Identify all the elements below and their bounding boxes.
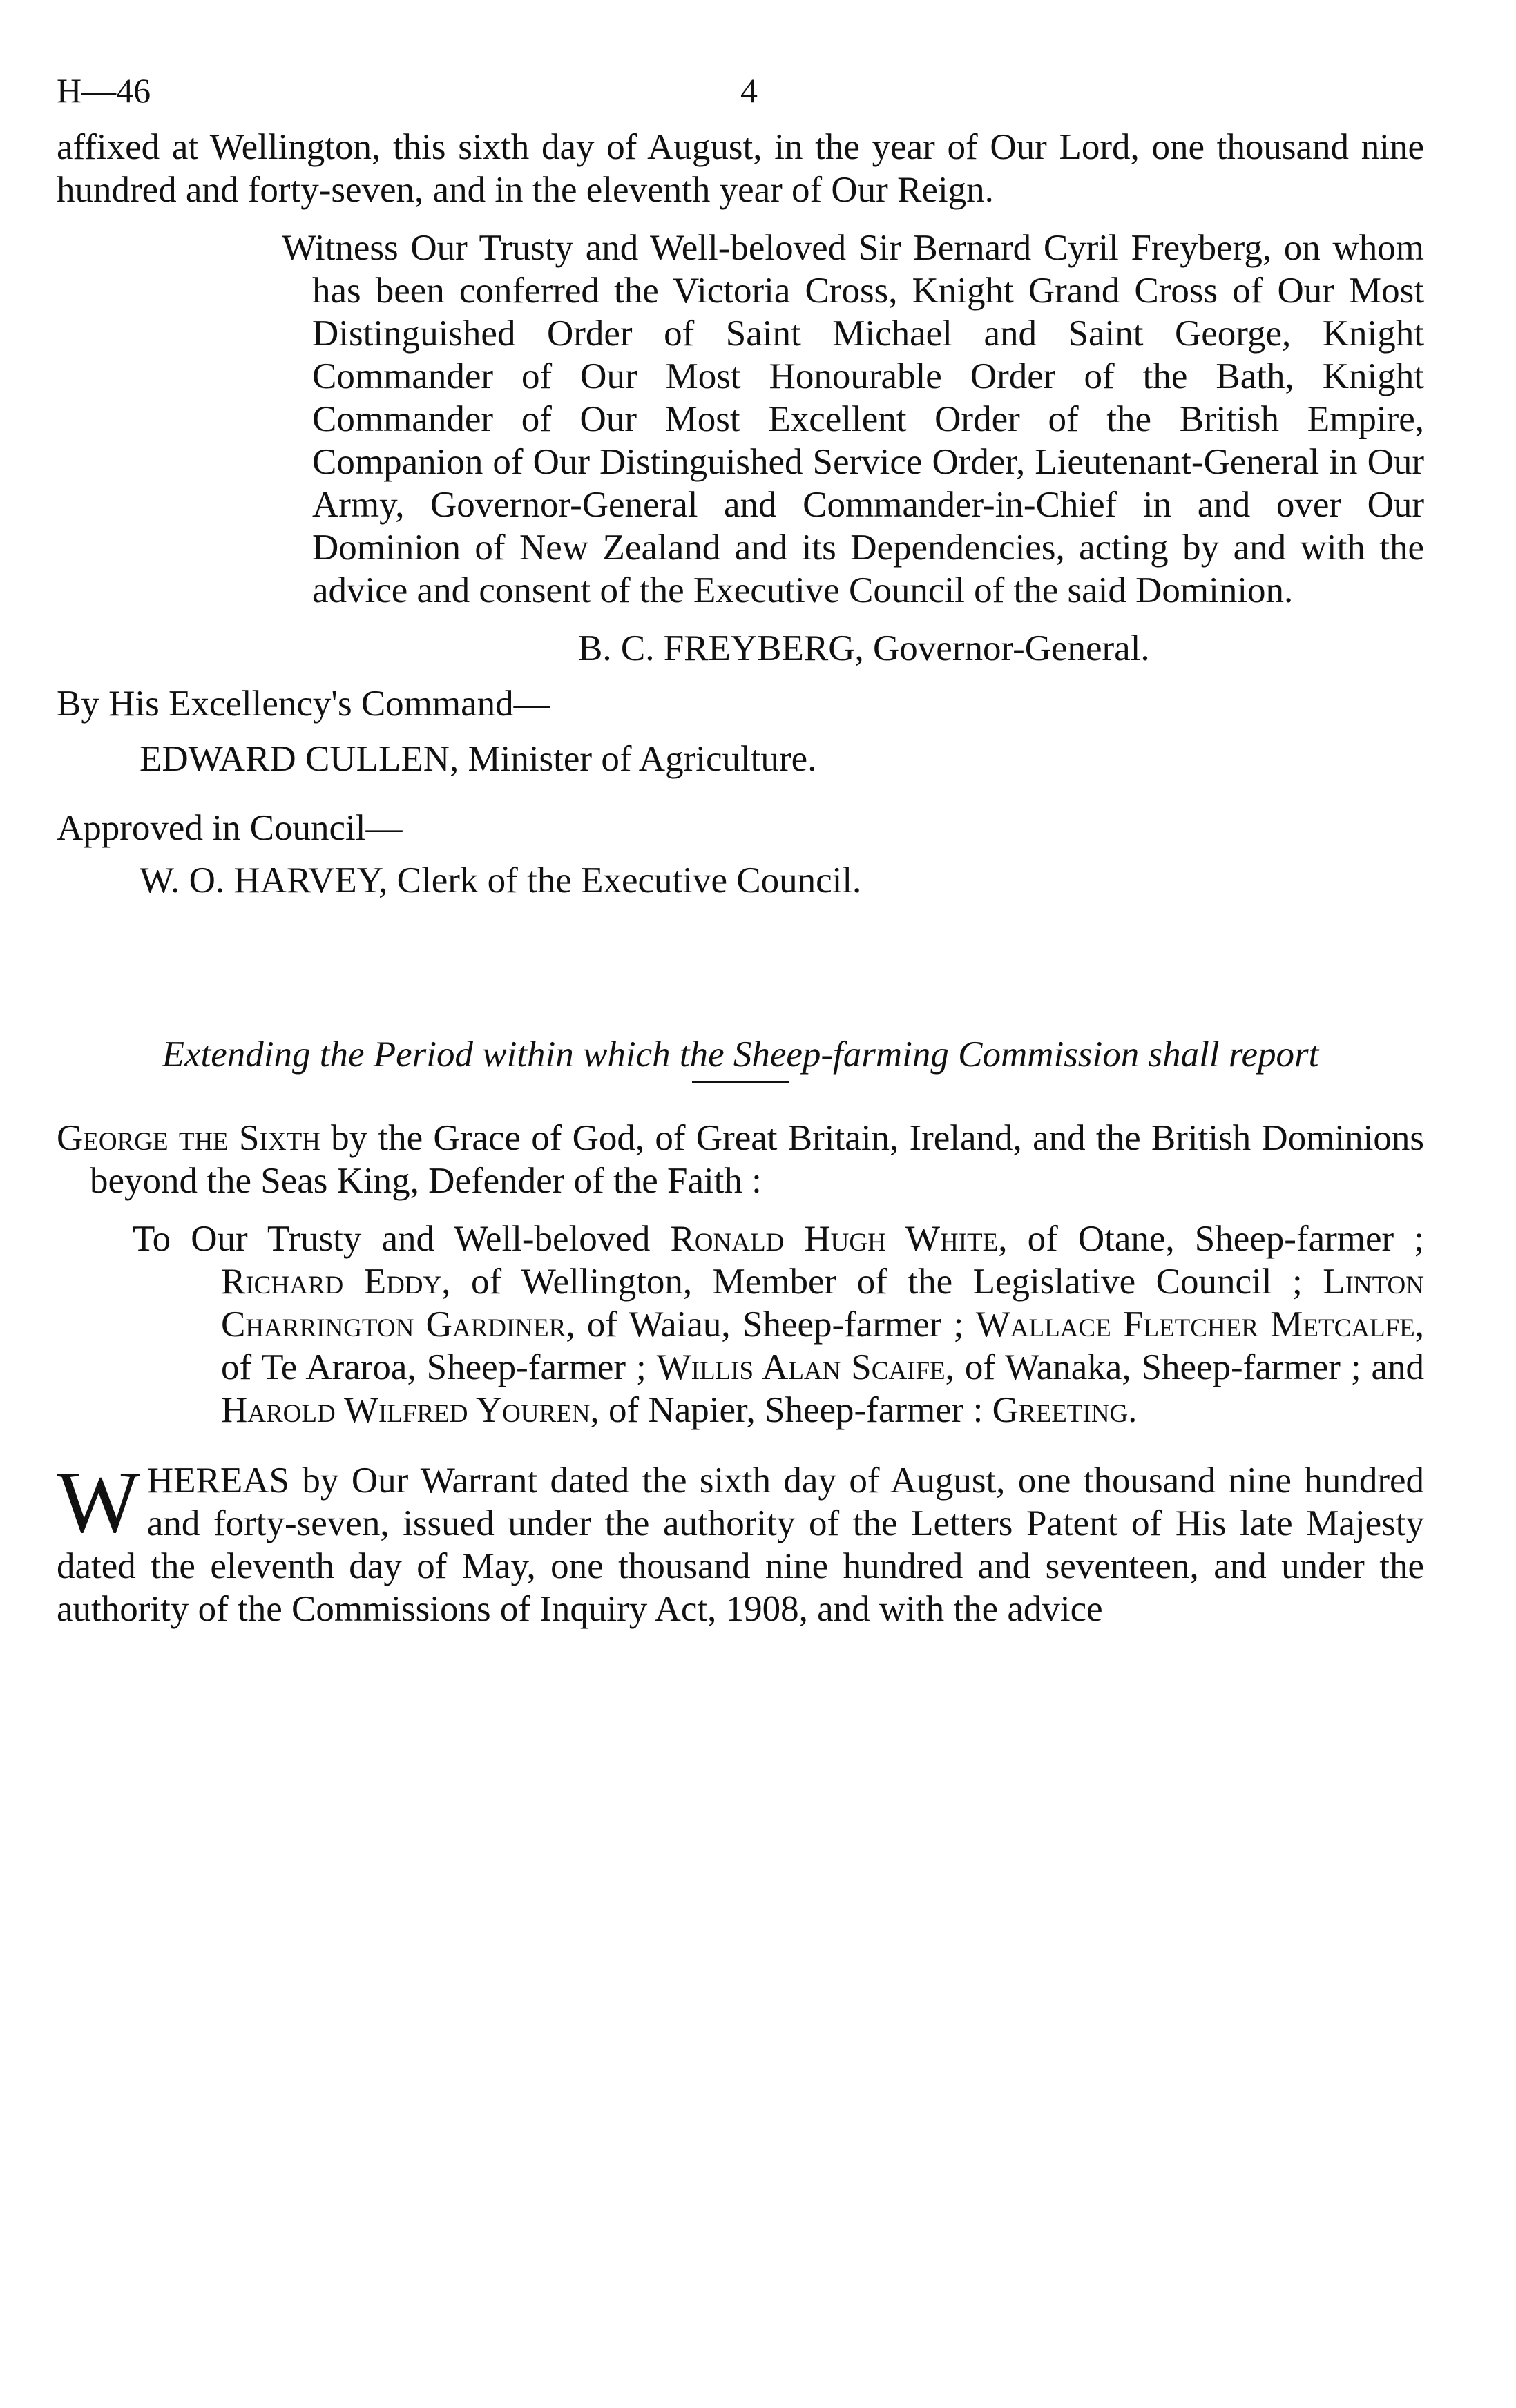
addressee-description: , of Wellington, Member of the Legislative Council ; — [441, 1262, 1323, 1302]
king-intro-text: by the Grace of God, of Great Britain, Ireland, and the British Dominions beyond the Seas King, Defender of the Faith : — [90, 1118, 1425, 1201]
addressees-paragraph — [57, 1217, 1424, 1432]
greeting: Greeting. — [992, 1390, 1138, 1430]
addressee-description: , of Wanaka, Sheep-farmer ; and — [945, 1347, 1424, 1387]
page-number: 4 — [740, 71, 758, 110]
document-page — [57, 62, 1424, 1630]
document-reference: H—46 — [57, 71, 151, 110]
governor-signature: B. C. FREYBERG, Governor-General. — [578, 628, 1150, 668]
addressee-description: , of Te Araroa, Sheep-farmer ; — [221, 1304, 1424, 1387]
addressee-name: Richard Eddy — [221, 1262, 442, 1302]
addressee-name: Harold Wilfred Youren — [221, 1390, 591, 1430]
addressees-lead: To Our Trusty and Well-beloved — [133, 1219, 671, 1259]
clerk-signature: W. O. HARVEY, Clerk of the Executive Council. — [140, 860, 862, 900]
drop-cap-letter: W — [57, 1453, 140, 1551]
whereas-paragraph — [57, 1453, 1424, 1630]
addressee-description: , of Otane, Sheep-farmer ; — [998, 1219, 1424, 1259]
addressee-name: Linton Charrington Gardiner — [221, 1262, 1424, 1345]
minister-signature: EDWARD CULLEN, Minister of Agriculture. — [140, 739, 817, 779]
section-title: Extending the Period within which the Sheep-farming Commission shall report — [162, 1034, 1319, 1075]
witness-paragraph: Witness Our Trusty and Well-beloved Sir Bernard Cyril Freyberg, on whom has been conferred the Victoria Cross, Knight Grand Cross of Our Most Distinguished Order of Saint Michael and Saint George, Knight Commander of Our Most Honourable Order of the Bath, Knight Commander of Our Most Excellent Order of the British Empire, Companion of Our Distinguished Service Order, Lieutenant-General in Our Army, Governor-General and Commander-in-Chief in and over Our Dominion of New Zealand and its Dependencies, acting by and with the advice and consent of the Executive Council of the said Dominion. — [282, 228, 1424, 610]
addressee-description: , of Napier, Sheep-farmer : — [590, 1390, 992, 1430]
addressee-name: Willis Alan Scaife — [656, 1347, 946, 1387]
whereas-text: HEREAS by Our Warrant dated the sixth day of August, one thousand nine hundred and forty-seven, issued under the authority of the Letters Patent of His late Majesty dated the eleventh day of May, one thousand nine hundred and seventeen, and under the authority of the Commissions of Inquiry Act, 1908, and with the advice — [57, 1461, 1424, 1629]
intro-paragraph: affixed at Wellington, this sixth day of August, in the year of Our Lord, one thousand nine hundred and forty-seven, and in the eleventh year of Our Reign. — [57, 127, 1424, 210]
approved-line: Approved in Council— — [57, 808, 403, 848]
by-command-line: By His Excellency's Command— — [57, 684, 550, 724]
addressee-name: Ronald Hugh White — [670, 1219, 999, 1259]
addressee-name: Wallace Fletcher Metcalfe — [975, 1304, 1415, 1345]
page-header — [57, 62, 1424, 117]
addressee-description: , of Waiau, Sheep-farmer ; — [566, 1304, 976, 1345]
king-intro-paragraph — [57, 1117, 1424, 1202]
king-name: George the Sixth — [57, 1118, 320, 1158]
title-rule-divider — [692, 1081, 789, 1083]
